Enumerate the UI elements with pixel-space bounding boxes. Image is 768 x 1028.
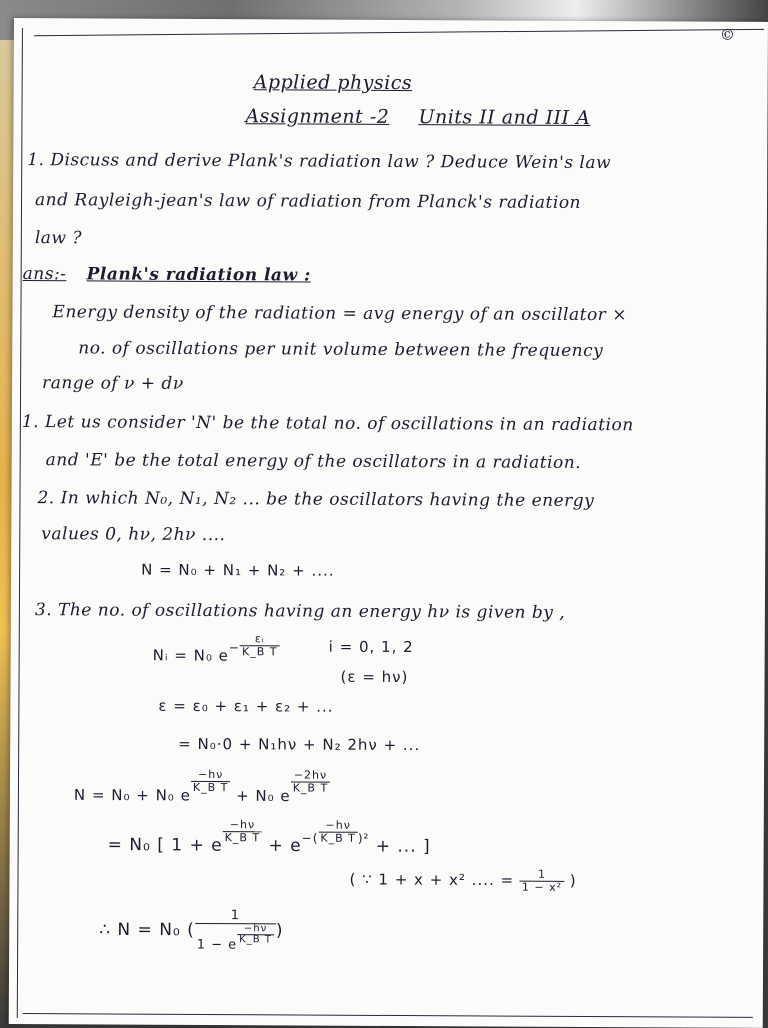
equation-total-oscillators: N = N₀ + N₁ + N₂ + .... xyxy=(141,560,335,580)
equation-total-energy: ε = ε₀ + ε₁ + ε₂ + ... xyxy=(158,696,334,716)
para-1-line-1: Energy density of the radiation = avg energy of an oscillator × xyxy=(52,302,628,326)
para-2-line-1: 1. Let us consider 'N' be the total no. of oscillations in an radiation xyxy=(21,412,634,436)
para-3-line-1: 2. In which N₀, N₁, N₂ ... be the oscillators having the energy xyxy=(37,488,595,512)
notebook-page xyxy=(9,18,768,1028)
equation-energy-expansion: = N₀·0 + N₁hν + N₂ 2hν + ... xyxy=(178,734,421,755)
equation-geometric-series-note: ( ∵ 1 + x + x² .... = $\frac{1}{\text{1 − x²}}$ ) xyxy=(349,867,577,894)
question-1-line-3: law ? xyxy=(34,228,83,249)
para-4-line-1: 3. The no. of oscillations having an energy hν is given by , xyxy=(34,600,566,623)
equation-energy-note: (ε = hν) xyxy=(340,667,409,687)
para-1-line-3: range of ν + dν xyxy=(42,373,184,394)
page-title: Applied physics xyxy=(253,71,413,95)
answer-heading: Plank's radiation law : xyxy=(86,264,311,286)
question-1-line-1: 1. Discuss and derive Plank's radiation law ? Deduce Wein's law xyxy=(27,150,612,174)
para-2-line-2: and 'E' be the total energy of the oscillators in a radiation. xyxy=(45,450,582,473)
equation-boltzmann: Nᵢ = N₀ e− $\frac{\text{εᵢ}}{\text{K\_B T}}$ xyxy=(153,633,280,665)
para-3-line-2: values 0, hν, 2hν .... xyxy=(41,524,226,546)
assignment-label: Assignment -2 xyxy=(245,105,390,128)
equation-n-result: ∴ N = N₀ ( 1 1 − e $\frac{-h\nu}{\text{K\_B T}}$ ) xyxy=(99,908,284,953)
copyright-mark: © xyxy=(719,25,735,44)
equation-series-form: = N₀ [ 1 + e $\frac{-h\nu}{\text{K\_B T}}$ + e−( $\frac{-h\nu}{\text{K\_B T}}$ $^{)^2}$ + ... ] xyxy=(107,818,431,857)
equation-n-expansion: N = N₀ + N₀ e $\frac{-h\nu}{\text{K\_B T}}$ + N₀ e $\frac{-2h\nu}{\text{K\_B T}}$ xyxy=(74,768,330,805)
page-bottom-rule xyxy=(23,1013,753,1018)
question-1-line-2: and Rayleigh-jean's law of radiation from Planck's radiation xyxy=(34,190,582,213)
page-top-rule xyxy=(34,29,764,36)
para-1-line-2: no. of oscillations per unit volume between the frequency xyxy=(78,338,604,362)
answer-label: ans:- xyxy=(22,264,67,285)
equation-index-range: i = 0, 1, 2 xyxy=(328,637,414,657)
units-label: Units II and III A xyxy=(418,106,591,130)
page-margin-rule xyxy=(17,28,23,1018)
